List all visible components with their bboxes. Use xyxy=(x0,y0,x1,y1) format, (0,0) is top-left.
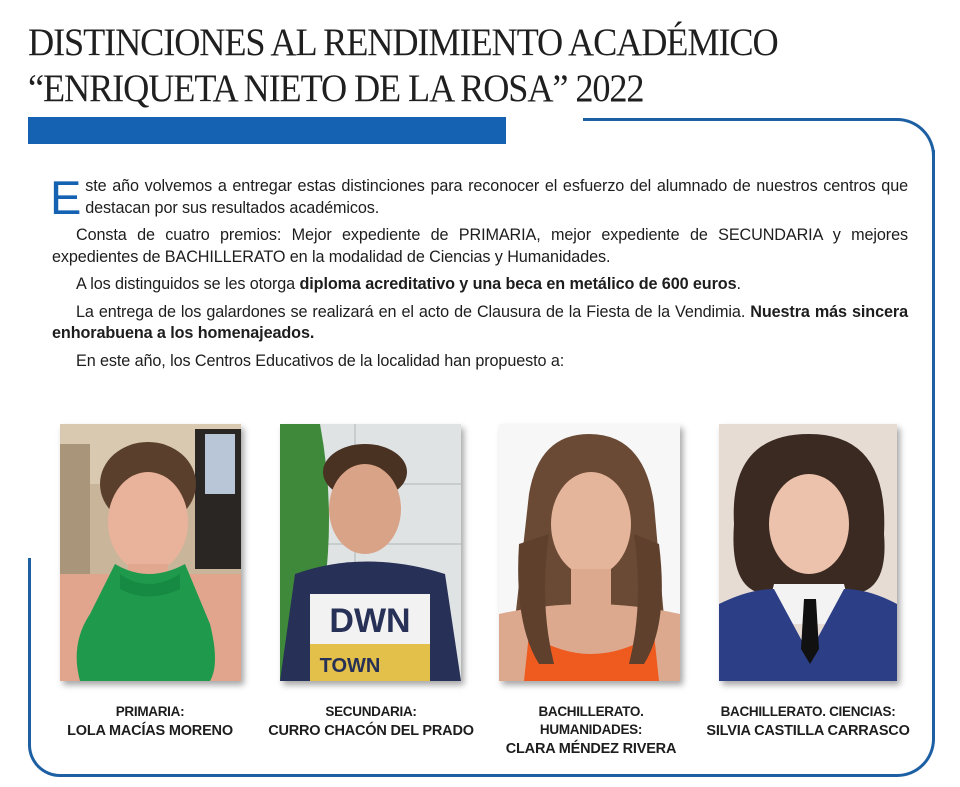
caption-bachillerato-humanidades xyxy=(488,703,694,759)
caption-primaria xyxy=(40,703,260,741)
svg-text:TOWN: TOWN xyxy=(319,655,381,677)
award-category: BACHILLERATO. HUMANIDADES: xyxy=(538,704,644,737)
paragraph-ceremony: La entrega de los galardones se realizará en el acto de Clausura de la Fiesta de la Vendimia. Nuestra más sincera enhorabuena a los homenajeados. xyxy=(52,302,908,342)
awardee-name: LOLA MACÍAS MORENO xyxy=(67,723,233,739)
caption-secundaria xyxy=(258,703,484,741)
photo-primaria xyxy=(60,424,241,681)
portrait-image xyxy=(280,424,461,681)
photo-secundaria xyxy=(280,424,461,681)
title-accent-bar xyxy=(28,117,506,144)
award-category: SECUNDARIA: xyxy=(325,704,417,719)
paragraph-intro: Este año volvemos a entregar estas distinciones para reconocer el esfuerzo del alumnado de nuestros centros que destacan por sus resultados académicos. xyxy=(50,171,908,224)
frame-border-top xyxy=(583,118,935,178)
awardee-name: SILVIA CASTILLA CARRASCO xyxy=(706,723,910,739)
portrait-image xyxy=(499,424,680,681)
award-category: BACHILLERATO. CIENCIAS: xyxy=(720,704,896,719)
caption-bachillerato-ciencias xyxy=(700,703,916,741)
photo-bachillerato-humanidades xyxy=(499,424,680,681)
title-line-2: “ENRIQUETA NIETO DE LA ROSA” 2022 xyxy=(28,67,644,110)
paragraph-proposed: En este año, los Centros Educativos de la localidad han propuesto a: xyxy=(76,351,565,370)
photo-bachillerato-ciencias xyxy=(719,424,897,681)
paragraph-prizes: Consta de cuatro premios: Mejor expediente de PRIMARIA, mejor expediente de SECUNDARIA y mejores expedientes de BACHILLERATO en la modalidad de Ciencias y Humanidades. xyxy=(52,226,908,266)
svg-text:DWN: DWN xyxy=(329,602,411,640)
drop-cap: E xyxy=(50,171,82,224)
award-category: PRIMARIA: xyxy=(115,704,185,719)
portrait-image xyxy=(719,424,897,681)
page-title xyxy=(28,20,865,112)
article-body xyxy=(50,171,908,378)
title-line-1: DISTINCIONES AL RENDIMIENTO ACADÉMICO xyxy=(28,21,778,64)
awardee-name: CLARA MÉNDEZ RIVERA xyxy=(505,741,677,757)
paragraph-award-details: A los distinguidos se les otorga diploma acreditativo y una beca en metálico de 600 euros. xyxy=(76,275,741,293)
awardee-name: CURRO CHACÓN DEL PRADO xyxy=(268,723,474,739)
frame-border-right xyxy=(932,150,935,740)
portrait-image xyxy=(60,424,241,681)
